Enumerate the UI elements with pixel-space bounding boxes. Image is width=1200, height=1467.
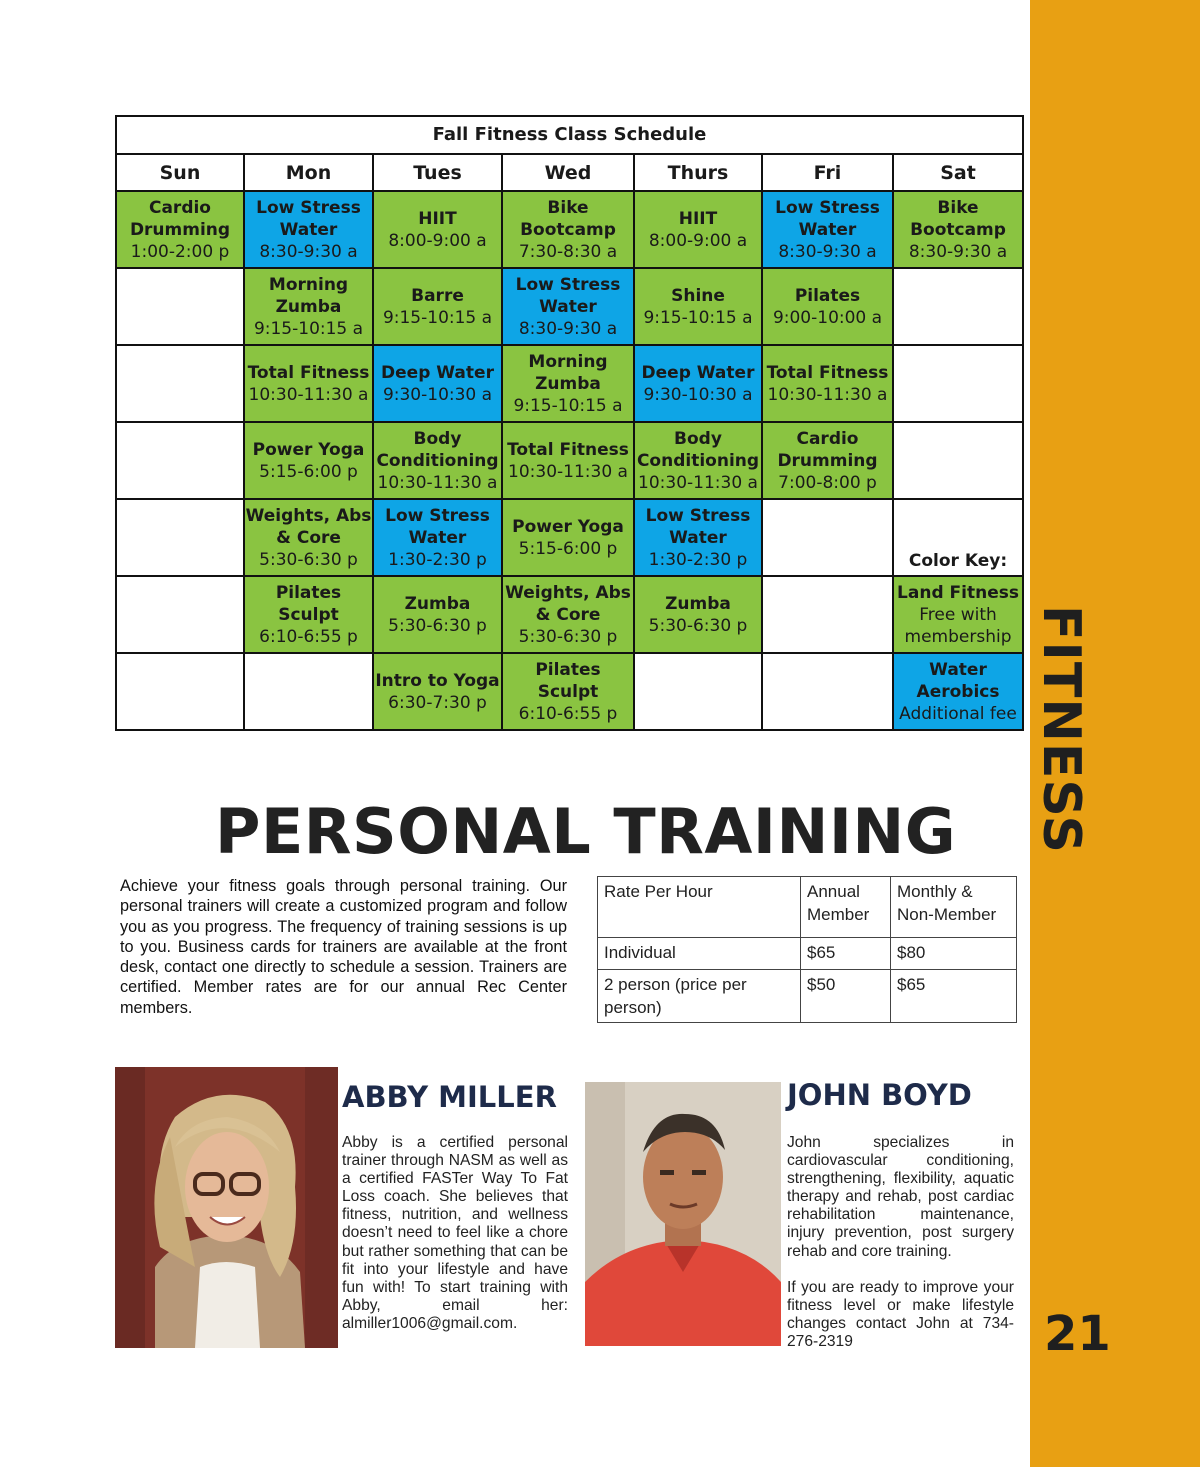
class-cell <box>244 191 373 268</box>
class-time: 5:30-6:30 p <box>648 615 748 636</box>
class-time: 5:30-6:30 p <box>388 615 487 636</box>
empty-cell <box>116 268 244 345</box>
class-cell <box>373 653 502 730</box>
class-cell <box>634 345 762 422</box>
class-name: Low Stress Water <box>256 197 361 240</box>
class-time: 10:30-11:30 a <box>248 384 369 405</box>
class-cell <box>373 268 502 345</box>
empty-cell <box>116 576 244 653</box>
section-title: FITNESS <box>1031 605 1091 854</box>
class-cell <box>762 268 893 345</box>
schedule-row <box>116 653 1023 730</box>
class-cell <box>634 422 762 499</box>
rates-header: Rate Per Hour <box>598 877 801 938</box>
class-name: HIIT <box>418 208 457 229</box>
class-name: Low Stress Water <box>775 197 880 240</box>
class-name: Body Conditioning <box>376 428 499 471</box>
class-time: 10:30-11:30 a <box>638 472 758 493</box>
class-time: 9:15-10:15 a <box>253 318 364 339</box>
class-time: 1:00-2:00 p <box>130 241 230 262</box>
class-name: Shine <box>671 285 725 306</box>
class-name: Power Yoga <box>252 439 365 460</box>
empty-cell <box>762 653 893 730</box>
class-cell <box>893 653 1023 730</box>
rates-header: Monthly & Non-Member <box>891 877 1017 938</box>
day-header: Mon <box>244 154 373 191</box>
empty-cell <box>116 499 244 576</box>
trainer-photo-abby <box>115 1067 338 1348</box>
class-name: HIIT <box>678 208 718 229</box>
class-cell <box>634 191 762 268</box>
portrait-illustration <box>115 1067 338 1348</box>
class-cell <box>634 576 762 653</box>
page-title: PERSONAL TRAINING <box>215 795 957 868</box>
trainer-name: ABBY MILLER <box>342 1080 557 1114</box>
class-time: 9:30-10:30 a <box>643 384 753 405</box>
trainer-name: JOHN BOYD <box>787 1078 972 1112</box>
schedule-table <box>115 115 1024 731</box>
class-name: Total Fitness <box>507 439 629 460</box>
class-cell <box>762 422 893 499</box>
class-time: 5:15-6:00 p <box>518 538 618 559</box>
rates-cell: $65 <box>801 938 891 970</box>
class-cell <box>634 499 762 576</box>
class-cell <box>244 499 373 576</box>
class-name: Deep Water <box>641 362 755 383</box>
schedule-row <box>116 345 1023 422</box>
trainer-photo-john <box>585 1082 781 1346</box>
class-name: Low Stress Water <box>645 505 751 548</box>
bio-paragraph: John specializes in cardiovascular conditioning, strengthening, flexibility, aquatic therapy and rehab, post cardiac rehabilitation maintenance, injury prevention, post surgery rehab and core training. <box>787 1134 1014 1260</box>
bio-paragraph: If you are ready to improve your fitness level or make lifestyle changes contact John at 734-276-2319 <box>787 1278 1014 1350</box>
class-cell <box>502 191 634 268</box>
class-time: 9:15-10:15 a <box>643 307 753 328</box>
schedule-row <box>116 499 1023 576</box>
class-time: 10:30-11:30 a <box>377 472 498 493</box>
class-cell <box>634 268 762 345</box>
class-cell <box>373 499 502 576</box>
class-name: Deep Water <box>381 362 494 383</box>
class-time: 6:10-6:55 p <box>259 626 358 647</box>
class-time: 8:30-9:30 a <box>908 241 1008 262</box>
class-cell <box>244 576 373 653</box>
class-time: 6:10-6:55 p <box>518 703 618 724</box>
class-time: 9:15-10:15 a <box>382 307 493 328</box>
class-name: Land Fitness <box>897 582 1019 603</box>
class-cell <box>502 345 634 422</box>
class-time: 1:30-2:30 p <box>648 549 748 570</box>
class-cell <box>502 499 634 576</box>
class-cell <box>893 191 1023 268</box>
day-header: Wed <box>502 154 634 191</box>
class-name: Total Fitness <box>247 362 370 383</box>
class-name: Pilates Sculpt <box>275 582 342 625</box>
class-name: Zumba <box>404 593 471 614</box>
class-time: 9:15-10:15 a <box>513 395 623 416</box>
class-time: 7:30-8:30 a <box>518 241 618 262</box>
rates-header: Annual Member <box>801 877 891 938</box>
class-time: 5:15-6:00 p <box>259 461 358 482</box>
class-cell <box>502 422 634 499</box>
rates-cell: $65 <box>891 970 1017 1023</box>
class-cell <box>244 268 373 345</box>
class-time: 8:30-9:30 a <box>778 241 877 262</box>
class-cell <box>762 191 893 268</box>
class-cell <box>244 422 373 499</box>
class-name: Cardio Drumming <box>777 428 878 471</box>
class-cell <box>762 345 893 422</box>
class-cell <box>502 653 634 730</box>
portrait-illustration <box>585 1082 781 1346</box>
class-name: Cardio Drumming <box>129 197 231 240</box>
class-name: Bike Bootcamp <box>520 197 616 240</box>
rates-cell: Individual <box>598 938 801 970</box>
class-time: Free with membership <box>904 604 1012 647</box>
class-name: Weights, Abs & Core <box>505 582 631 625</box>
day-header: Tues <box>373 154 502 191</box>
empty-cell <box>893 345 1023 422</box>
trainer-bio <box>342 1134 568 1333</box>
empty-cell <box>116 422 244 499</box>
class-cell <box>502 576 634 653</box>
class-name: Body Conditioning <box>636 428 760 471</box>
class-name: Pilates Sculpt <box>535 659 601 702</box>
class-time: 8:30-9:30 a <box>518 318 618 339</box>
bio-paragraph: Abby is a certified personal trainer through NASM as well as a certified FASTer Way To Fat Loss coach. She believes that fitness, nutrition, and wellness doesn’t need to feel like a chore but rather something that can be fit into your lifestyle and have fun with! To start training with Abby, email her: almiller1006@gmail.com. <box>342 1134 568 1332</box>
class-time: 8:00-9:00 a <box>388 230 487 251</box>
class-name: Weights, Abs & Core <box>245 505 372 548</box>
class-cell <box>244 345 373 422</box>
class-cell <box>373 576 502 653</box>
class-time: 5:30-6:30 p <box>259 549 358 570</box>
day-header: Sat <box>893 154 1023 191</box>
empty-cell <box>244 653 373 730</box>
day-header: Thurs <box>634 154 762 191</box>
class-cell <box>893 576 1023 653</box>
schedule-title: Fall Fitness Class Schedule <box>116 116 1023 154</box>
class-name: Low Stress Water <box>385 505 490 548</box>
empty-cell <box>762 576 893 653</box>
page-number: 21 <box>1044 1306 1111 1362</box>
class-name: Low Stress Water <box>515 274 621 317</box>
empty-cell <box>893 268 1023 345</box>
class-name: Water Aerobics <box>916 659 1000 702</box>
class-time: 8:00-9:00 a <box>648 230 748 251</box>
class-cell <box>373 191 502 268</box>
class-name: Power Yoga <box>512 516 624 537</box>
schedule-row <box>116 191 1023 268</box>
class-time: 8:30-9:30 a <box>259 241 358 262</box>
color-key-label: Color Key: <box>908 550 1008 571</box>
class-name: Morning Zumba <box>528 351 608 394</box>
class-name: Barre <box>411 285 464 306</box>
schedule-row <box>116 268 1023 345</box>
rates-table <box>597 876 1017 1023</box>
rates-cell: 2 person (price per person) <box>598 970 801 1023</box>
empty-cell <box>116 653 244 730</box>
intro-paragraph: Achieve your fitness goals through personal training. Our personal trainers will create a customized program and follow you as you progress. The frequency of training sessions is up to you. Business cards for trainers are available at the front desk, contact one directly to schedule a session. Trainers are certified. Member rates are for our annual Rec Center members. <box>120 877 567 1017</box>
class-cell <box>116 191 244 268</box>
class-time: 7:00-8:00 p <box>778 472 877 493</box>
empty-cell <box>116 345 244 422</box>
class-name: Zumba <box>665 593 731 614</box>
class-time: 10:30-11:30 a <box>508 461 628 482</box>
class-name: Morning Zumba <box>268 274 349 317</box>
empty-cell <box>634 653 762 730</box>
day-header: Sun <box>116 154 244 191</box>
class-time: 1:30-2:30 p <box>388 549 487 570</box>
class-time: 6:30-7:30 p <box>388 692 487 713</box>
schedule-row <box>116 422 1023 499</box>
class-time: 10:30-11:30 a <box>767 384 888 405</box>
trainer-bio <box>787 1134 1014 1351</box>
class-cell <box>373 422 502 499</box>
class-cell <box>373 345 502 422</box>
class-time: 9:30-10:30 a <box>382 384 493 405</box>
empty-cell <box>762 499 893 576</box>
class-time: Additional fee <box>899 703 1017 724</box>
class-time: 5:30-6:30 p <box>518 626 618 647</box>
class-name: Total Fitness <box>766 362 889 383</box>
schedule-row <box>116 576 1023 653</box>
color-key-cell <box>893 499 1023 576</box>
class-cell <box>502 268 634 345</box>
class-name: Bike Bootcamp <box>910 197 1006 240</box>
rates-cell: $80 <box>891 938 1017 970</box>
class-time: 9:00-10:00 a <box>772 307 883 328</box>
rates-cell: $50 <box>801 970 891 1023</box>
class-name: Intro to Yoga <box>375 670 500 691</box>
class-name: Pilates <box>794 285 861 306</box>
day-header: Fri <box>762 154 893 191</box>
empty-cell <box>893 422 1023 499</box>
